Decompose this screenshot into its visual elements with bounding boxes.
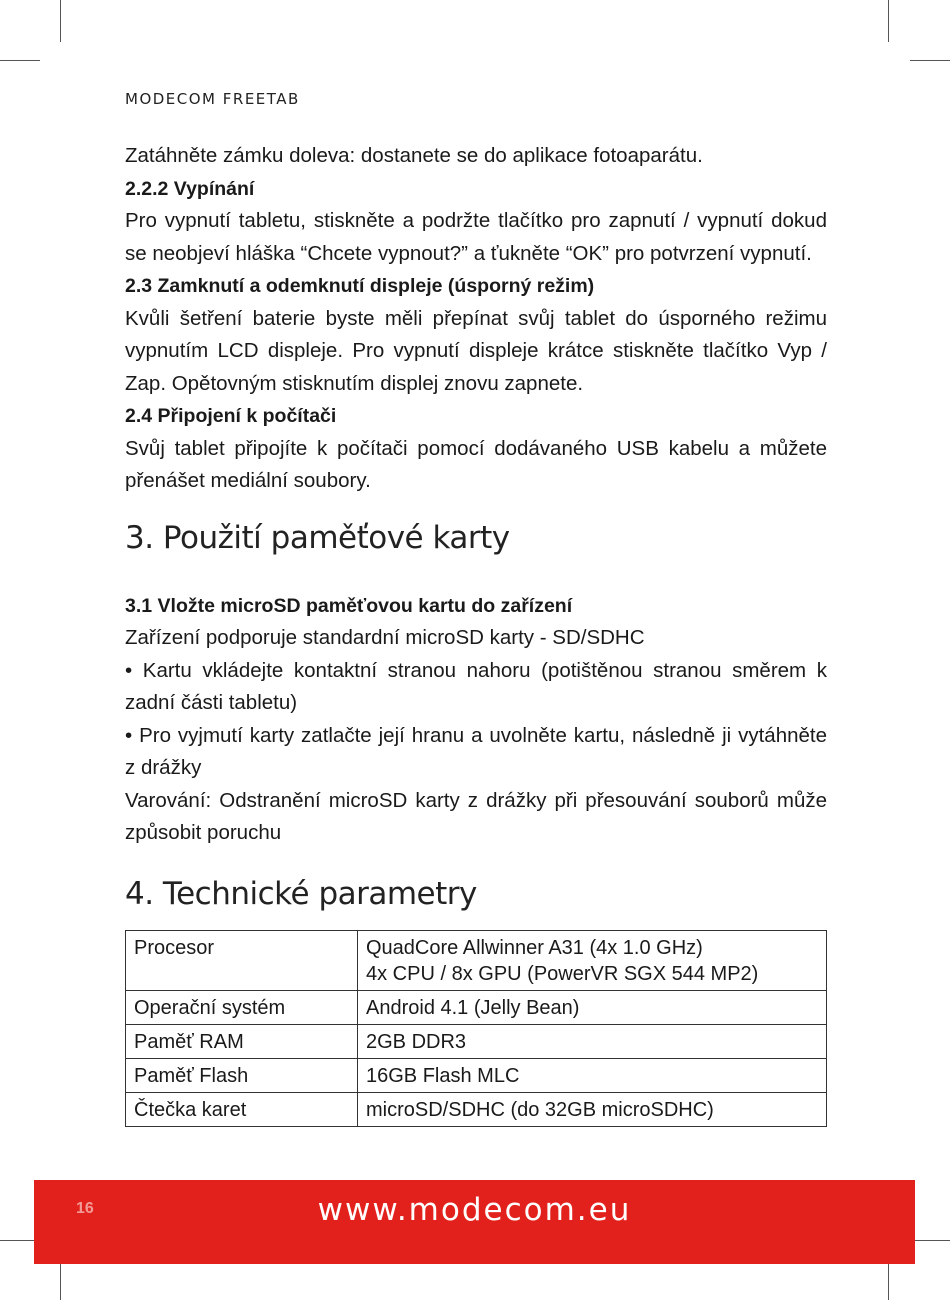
bullet-remove-card: • Pro vyjmutí karty zatlačte její hranu a uvolněte kartu, následně ji vytáhněte z drážky	[125, 723, 827, 779]
table-row	[126, 1092, 827, 1126]
warning-paragraph: Varování: Odstranění microSD karty z drážky při přesouvání souborů může způsobit poruchu	[125, 788, 827, 844]
crop-mark	[60, 1258, 61, 1300]
crop-mark	[910, 60, 950, 61]
spec-key: Paměť RAM	[126, 1024, 358, 1058]
section-heading-4: 4. Technické parametry	[125, 875, 477, 912]
spec-key: Paměť Flash	[126, 1058, 358, 1092]
paragraph-card-support: Zařízení podporuje standardní microSD karty - SD/SDHC	[125, 626, 645, 649]
spec-key: Operační systém	[126, 990, 358, 1024]
paragraph-power-off: Pro vypnutí tabletu, stiskněte a podržte tlačítko pro zapnutí / vypnutí dokud se neobjeví hláška “Chcete vypnout?” a ťukněte “OK” pro potvrzení vypnutí.	[125, 209, 827, 265]
section-heading-3: 3. Použití paměťové karty	[125, 519, 510, 556]
crop-mark	[888, 0, 889, 42]
bullet-insert-card: • Kartu vkládejte kontaktní stranou nahoru (potištěnou stranou směrem k zadní části tabletu)	[125, 658, 827, 714]
spec-value: Android 4.1 (Jelly Bean)	[358, 990, 827, 1024]
table-row	[126, 930, 827, 990]
table-row	[126, 990, 827, 1024]
paragraph-lock-screen: Kvůli šetření baterie byste měli přepínat svůj tablet do úsporného režimu vypnutím LCD displeje. Pro vypnutí displeje krátce stiskněte tlačítko Vyp / Zap. Opětovným stisknutím displej znovu zapnete.	[125, 306, 827, 395]
footer-url: www.modecom.eu	[317, 1192, 632, 1228]
paragraph-pc-connect: Svůj tablet připojíte k počítači pomocí dodávaného USB kabelu a můžete přenášet mediální soubory.	[125, 436, 827, 492]
crop-mark	[0, 60, 40, 61]
spec-value	[358, 930, 827, 990]
crop-mark	[888, 1258, 889, 1300]
spec-value-line: QuadCore Allwinner A31 (4x 1.0 GHz)	[366, 936, 703, 959]
footer-bar	[34, 1180, 915, 1264]
crop-mark	[60, 0, 61, 42]
subheading-2-2-2: 2.2.2 Vypínání	[125, 177, 255, 200]
spec-key: Procesor	[126, 930, 358, 990]
subheading-2-4: 2.4 Připojení k počítači	[125, 405, 337, 427]
spec-value-line: 4x CPU / 8x GPU (PowerVR SGX 544 MP2)	[366, 962, 759, 985]
intro-paragraph: Zatáhněte zámku doleva: dostanete se do aplikace fotoaparátu.	[125, 144, 703, 167]
subheading-3-1: 3.1 Vložte microSD paměťovou kartu do zařízení	[125, 594, 573, 617]
spec-value: 2GB DDR3	[358, 1024, 827, 1058]
running-header: MODECOM FREETAB	[125, 90, 300, 108]
specs-table	[125, 930, 827, 1127]
spec-key: Čtečka karet	[126, 1092, 358, 1126]
spec-value: 16GB Flash MLC	[358, 1058, 827, 1092]
page-number: 16	[76, 1200, 94, 1217]
table-row	[126, 1024, 827, 1058]
page-content	[125, 140, 827, 1127]
crop-mark	[910, 1240, 950, 1241]
table-row	[126, 1058, 827, 1092]
spec-value: microSD/SDHC (do 32GB microSDHC)	[358, 1092, 827, 1126]
subheading-2-3: 2.3 Zamknutí a odemknutí displeje (úsporný režim)	[125, 275, 595, 297]
